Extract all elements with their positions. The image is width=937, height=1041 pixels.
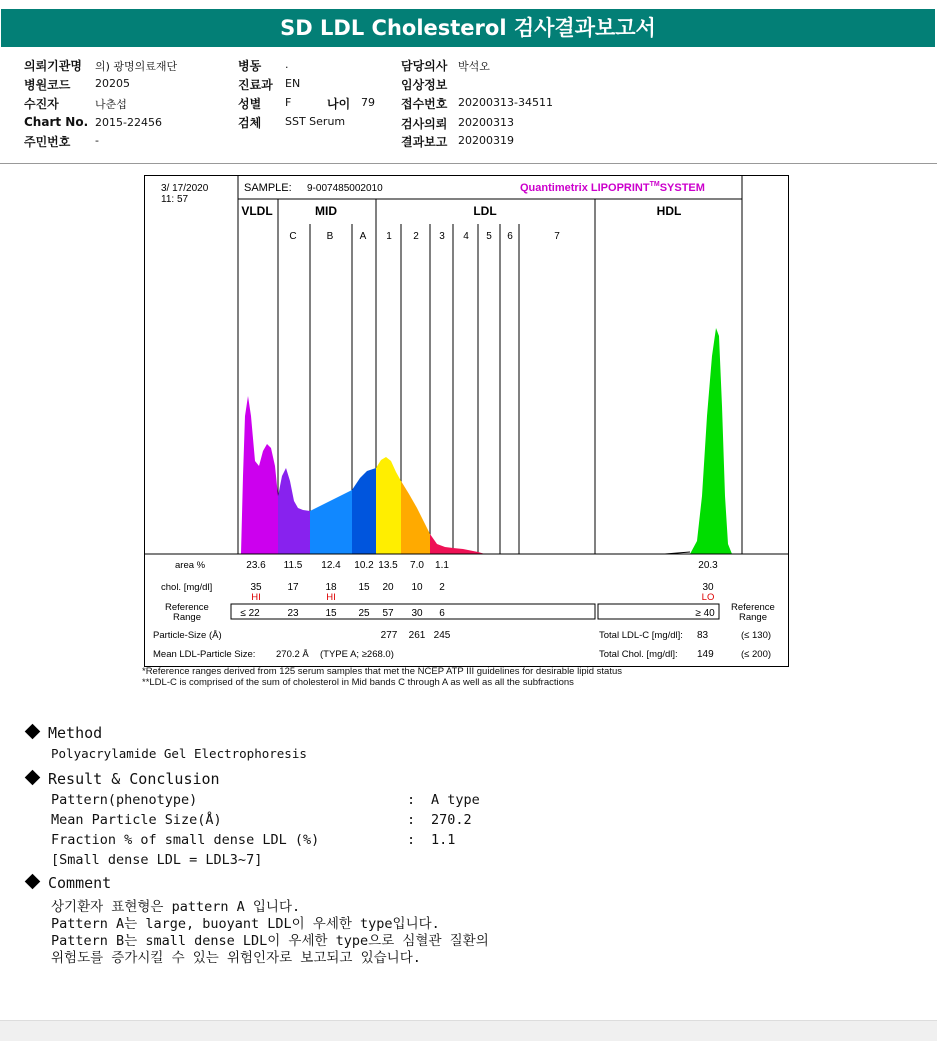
diamond-bullet-icon <box>25 724 41 740</box>
lipoprint-svg <box>145 176 788 666</box>
flag-values <box>251 592 714 603</box>
comment-heading <box>27 874 111 892</box>
area-ldl1: 13.5 <box>378 560 398 571</box>
total-chol-ref: (≤ 200) <box>741 649 772 660</box>
chol-c: 17 <box>287 582 299 593</box>
ref-b: 15 <box>325 608 337 619</box>
result-row-2-colon: : <box>407 812 416 828</box>
ref-vldl: ≤ 22 <box>240 608 260 619</box>
sample-id: 9-007485002010 <box>307 183 383 194</box>
diamond-bullet-icon <box>25 770 41 786</box>
result-row-3-value: 1.1 <box>431 832 456 848</box>
result-row-2-label: Mean Particle Size(Å) <box>51 812 222 828</box>
ref-right-label2: Range <box>739 612 767 623</box>
report-title: SD LDL Cholesterol 검사결과보고서 <box>1 9 935 47</box>
area-ldl3: 1.1 <box>435 560 449 571</box>
band-dividers <box>278 199 595 554</box>
flag-b: HI <box>326 592 336 603</box>
result-row-1-value: A type <box>431 792 480 808</box>
report-date-value: 20200319 <box>458 134 514 147</box>
row-particle-label: Particle-Size (Å) <box>153 630 222 641</box>
particle-values <box>381 630 451 641</box>
chart-time: 11: 57 <box>161 194 189 205</box>
system-name: Quantimetrix LIPOPRINT™SYSTEM <box>520 181 705 194</box>
chol-hdl: 30 <box>702 582 714 593</box>
area-hdl: 20.3 <box>698 560 718 571</box>
peak-mid-b <box>310 490 352 554</box>
sub-band-1: 1 <box>386 231 392 242</box>
row-area-label: area % <box>175 560 206 571</box>
result-footnote: [Small dense LDL = LDL3~7] <box>51 852 263 868</box>
result-heading-text: Result & Conclusion <box>48 770 220 788</box>
ref-label-line2: Range <box>173 612 201 623</box>
ref-a: 25 <box>358 608 370 619</box>
ref-values <box>240 608 715 619</box>
request-date-label: 검사의뢰 <box>401 117 448 131</box>
clinical-info-label: 임상정보 <box>401 78 448 92</box>
chol-vldl: 35 <box>250 582 262 593</box>
method-heading <box>27 724 102 742</box>
band-mid: MID <box>315 204 337 218</box>
total-ldl-value: 83 <box>697 630 709 641</box>
total-chol-label: Total Chol. [mg/dl]: <box>599 649 678 660</box>
ref-right-label1: Reference <box>731 602 775 613</box>
request-date-value: 20200313 <box>458 116 514 129</box>
hospital-name-label: 의뢰기관명 <box>24 59 82 73</box>
area-ldl2: 7.0 <box>410 560 424 571</box>
area-a: 10.2 <box>354 560 374 571</box>
sub-band-7: 7 <box>554 231 560 242</box>
ref-label-line1: Reference <box>165 602 209 613</box>
patient-name-value: 나춘섭 <box>95 98 127 111</box>
method-heading-text: Method <box>48 724 103 742</box>
sub-band-a: A <box>359 231 367 242</box>
peak-vldl <box>241 396 278 554</box>
hospital-code-value: 20205 <box>95 77 130 90</box>
chart-no-value: 2015-22456 <box>95 116 162 129</box>
bottom-scrollbar[interactable] <box>0 1020 937 1041</box>
result-heading <box>27 770 220 788</box>
ref-ldl1: 57 <box>382 608 394 619</box>
result-row-1-colon: : <box>407 792 416 808</box>
area-values <box>246 560 718 571</box>
lipoprint-chart <box>144 175 789 667</box>
sub-band-5: 5 <box>486 231 492 242</box>
resident-no-value: - <box>95 134 99 147</box>
mean-type: (TYPE A; ≥268.0) <box>320 649 394 660</box>
patient-header <box>0 52 937 164</box>
particle-ldl2: 261 <box>408 630 426 641</box>
chol-b: 18 <box>325 582 337 593</box>
diamond-bullet-icon <box>25 874 41 890</box>
sub-band-labels <box>289 231 560 242</box>
result-row-2-value: 270.2 <box>431 812 472 828</box>
particle-ldl1: 277 <box>380 630 398 641</box>
peak-ldl-2 <box>401 481 430 554</box>
comment-heading-text: Comment <box>48 874 112 892</box>
peak-ldl-3 <box>430 534 485 554</box>
method-text: Polyacrylamide Gel Electrophoresis <box>51 746 307 761</box>
doctor-label: 담당의사 <box>401 59 448 73</box>
flag-vldl: HI <box>251 592 261 603</box>
doctor-value: 박석오 <box>458 60 490 73</box>
sub-band-2: 2 <box>413 231 419 242</box>
age-value: 79 <box>361 96 375 109</box>
department-value: EN <box>285 77 301 90</box>
ward-value: . <box>285 58 289 71</box>
sub-band-6: 6 <box>507 231 513 242</box>
mean-value: 270.2 Å <box>276 649 309 660</box>
ref-c: 23 <box>287 608 299 619</box>
sex-label: 성별 <box>238 97 262 111</box>
total-ldl-label: Total LDL-C [mg/dl]: <box>599 630 683 641</box>
band-vldl: VLDL <box>241 204 273 218</box>
sub-band-c: C <box>289 231 297 242</box>
peak-hdl <box>690 328 732 554</box>
peak-ldl-1 <box>376 457 401 554</box>
ref-ldl2: 30 <box>411 608 423 619</box>
chol-a: 15 <box>358 582 370 593</box>
resident-no-label: 주민번호 <box>24 135 71 149</box>
hospital-name-value: 의) 광명의료재단 <box>95 60 178 73</box>
band-hdl: HDL <box>656 204 682 218</box>
header-divider <box>0 163 937 164</box>
sub-band-b: B <box>326 231 334 242</box>
sub-band-3: 3 <box>439 231 445 242</box>
comment-line-1: 상기환자 표현형은 pattern A 입니다. <box>51 899 301 915</box>
age-label: 나이 <box>327 97 351 111</box>
ref-ldl3: 6 <box>439 608 445 619</box>
patient-name-label: 수진자 <box>24 97 59 111</box>
peak-mid-a <box>352 468 376 554</box>
report-date-label: 결과보고 <box>401 135 448 149</box>
ward-label: 병동 <box>238 59 262 73</box>
comment-line-4: 위험도를 증가시킬 수 있는 위험인자로 보고되고 있습니다. <box>51 950 421 966</box>
chart-no-label: Chart No. <box>24 115 89 129</box>
chol-ldl2: 10 <box>411 582 423 593</box>
comment-line-3: Pattern B는 small dense LDL이 우세한 type으로 심혈관 질환의 <box>51 933 489 949</box>
chol-ldl3: 2 <box>439 582 445 593</box>
result-row-3-colon: : <box>407 832 416 848</box>
peak-mid-c <box>278 468 310 554</box>
particle-ldl3: 245 <box>433 630 451 641</box>
specimen-value: SST Serum <box>285 115 346 128</box>
area-b: 12.4 <box>321 560 341 571</box>
area-vldl: 23.6 <box>246 560 266 571</box>
sex-value: F <box>285 96 292 109</box>
row-mean-label: Mean LDL-Particle Size: <box>153 649 256 660</box>
department-label: 진료과 <box>238 78 273 92</box>
sample-label: SAMPLE: <box>244 182 292 194</box>
area-c: 11.5 <box>283 560 303 571</box>
result-row-1-label: Pattern(phenotype) <box>51 792 198 808</box>
specimen-label: 검체 <box>238 116 262 130</box>
receipt-no-label: 접수번호 <box>401 97 448 111</box>
total-chol-value: 149 <box>697 649 714 660</box>
chart-date: 3/ 17/2020 <box>161 183 209 194</box>
chol-values <box>250 582 714 593</box>
band-ldl: LDL <box>473 204 497 218</box>
footnote-1: *Reference ranges derived from 125 serum samples that met the NCEP ATP III guidelines for desirable lipid status <box>142 666 622 677</box>
chol-ldl1: 20 <box>382 582 394 593</box>
flag-hdl: LO <box>701 592 715 603</box>
row-chol-label: chol. [mg/dl] <box>161 582 213 593</box>
ref-hdl: ≥ 40 <box>695 608 715 619</box>
comment-line-2: Pattern A는 large, buoyant LDL이 우세한 type입니다. <box>51 916 440 932</box>
total-ldl-ref: (≤ 130) <box>741 630 772 641</box>
sub-band-4: 4 <box>463 231 469 242</box>
hospital-code-label: 병원코드 <box>24 78 71 92</box>
receipt-no-value: 20200313-34511 <box>458 96 553 109</box>
footnote-2: **LDL-C is comprised of the sum of cholesterol in Mid bands C through A as well as all the subfractions <box>142 677 574 688</box>
result-row-3-label: Fraction % of small dense LDL (%) <box>51 832 320 848</box>
